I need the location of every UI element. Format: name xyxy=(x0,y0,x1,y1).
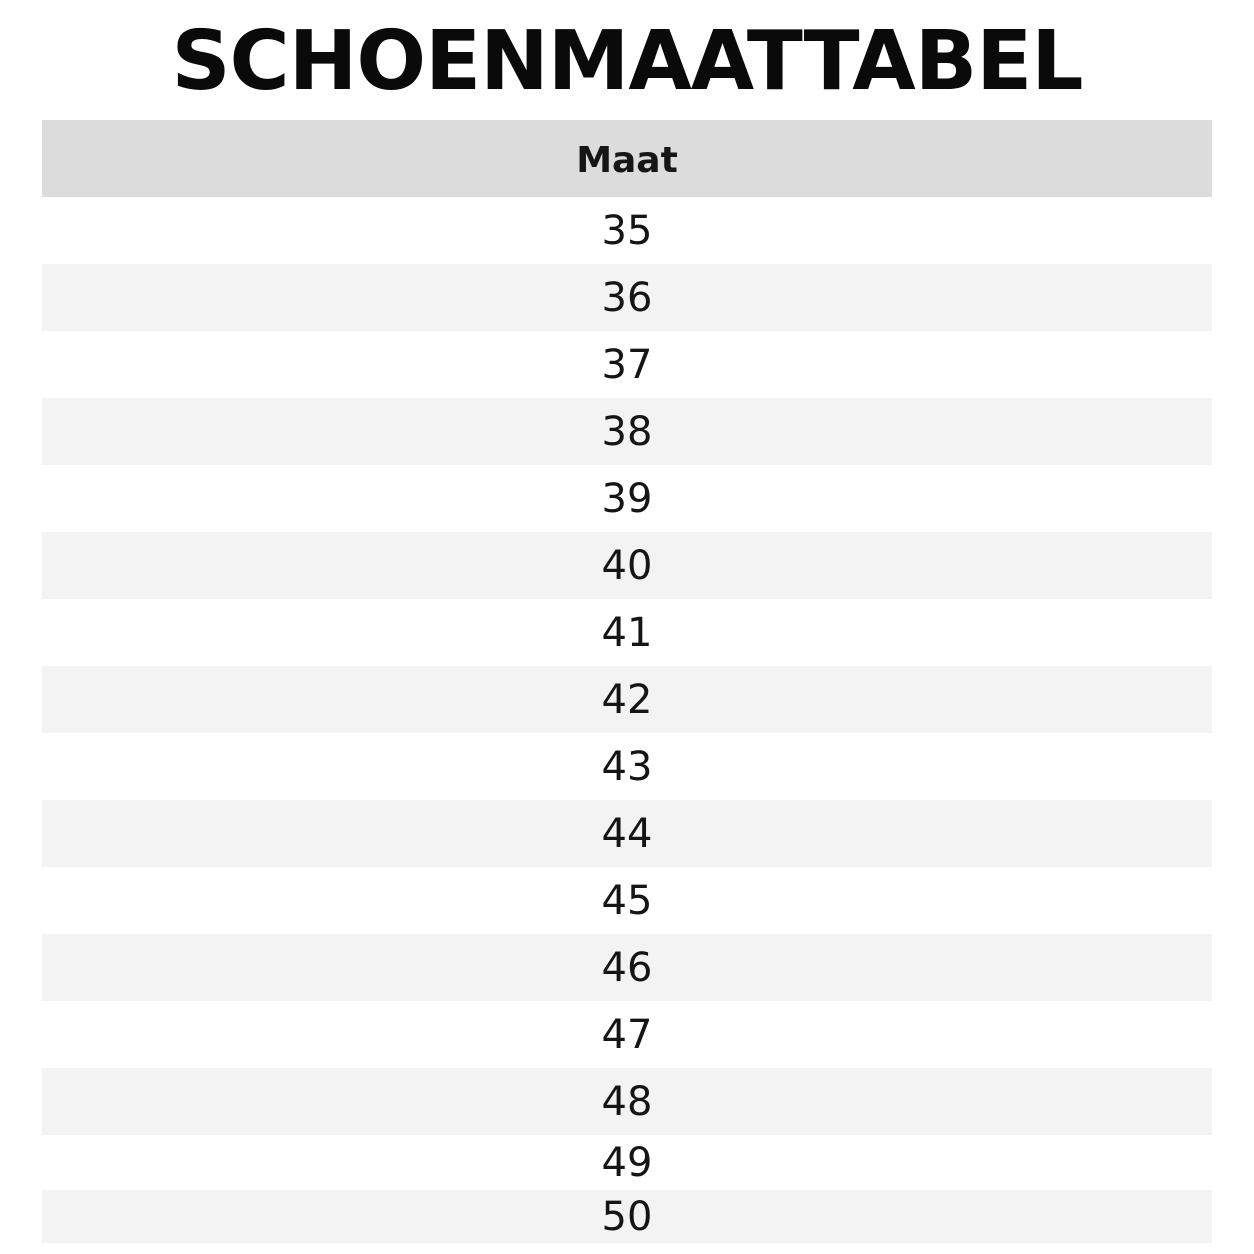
table-header-row xyxy=(42,120,1212,197)
table-row xyxy=(42,465,1212,532)
size-cell: 43 xyxy=(601,743,653,790)
size-cell: 37 xyxy=(601,341,653,388)
table-row xyxy=(42,532,1212,599)
table-row xyxy=(42,398,1212,465)
table-row xyxy=(42,1190,1212,1243)
table-row xyxy=(42,733,1212,800)
size-cell: 48 xyxy=(601,1078,653,1125)
table-row xyxy=(42,331,1212,398)
size-cell: 35 xyxy=(601,207,653,254)
size-cell: 41 xyxy=(601,609,653,656)
size-cell: 36 xyxy=(601,274,653,321)
size-cell: 45 xyxy=(601,877,653,924)
size-cell: 50 xyxy=(601,1193,653,1240)
table-row xyxy=(42,867,1212,934)
size-cell: 47 xyxy=(601,1011,653,1058)
table-row xyxy=(42,197,1212,264)
column-header-maat: Maat xyxy=(576,140,678,181)
size-cell: 42 xyxy=(601,676,653,723)
table-row xyxy=(42,264,1212,331)
table-row xyxy=(42,800,1212,867)
size-cell: 46 xyxy=(601,944,653,991)
size-table xyxy=(42,120,1212,1243)
table-row xyxy=(42,599,1212,666)
size-cell: 38 xyxy=(601,408,653,455)
size-cell: 49 xyxy=(601,1139,653,1186)
size-cell: 39 xyxy=(601,475,653,522)
table-row xyxy=(42,1068,1212,1135)
size-cell: 40 xyxy=(601,542,653,589)
size-cell: 44 xyxy=(601,810,653,857)
table-row xyxy=(42,1001,1212,1068)
table-row xyxy=(42,1135,1212,1190)
table-row xyxy=(42,666,1212,733)
table-row xyxy=(42,934,1212,1001)
page-title: SCHOENMAATTABEL xyxy=(171,14,1083,109)
